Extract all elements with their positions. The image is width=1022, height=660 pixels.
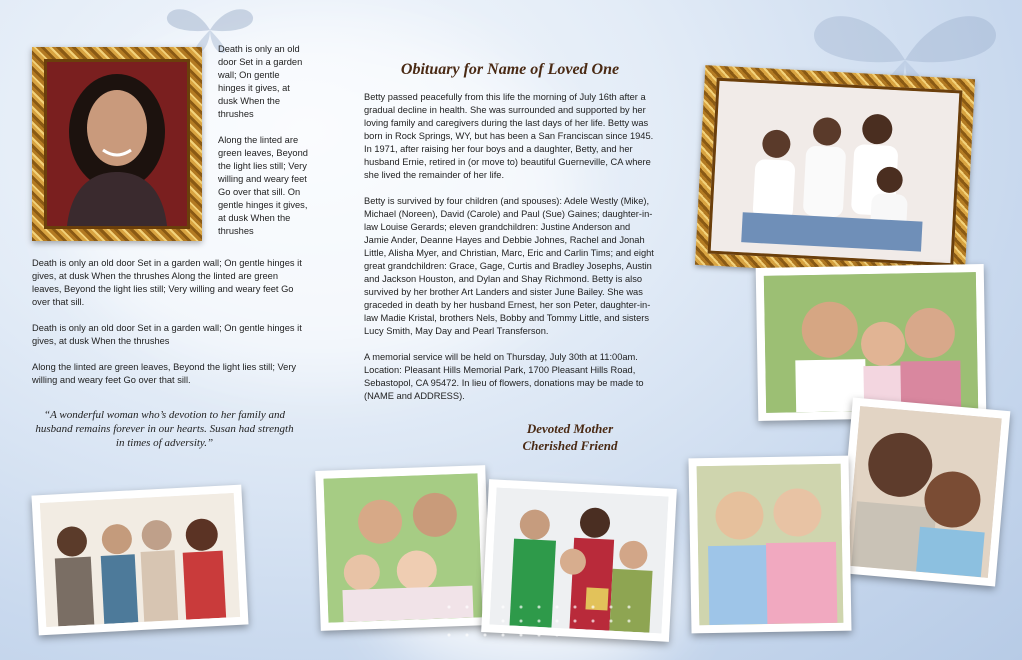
poem-side-line-2: Along the linted are green leaves, Beyond the light lies still; Very willing and weary feet Go over that sill. On gentle hinges it gives, at dusk When the thrushes [218, 135, 308, 236]
obituary-title: Obituary for Name of Loved One [400, 61, 620, 78]
poem-paragraph-3: Along the linted are green leaves, Beyond the light lies still; Very willing and weary feet Go over that sill. [32, 362, 297, 385]
poem-paragraphs [32, 257, 302, 400]
family-photo [708, 78, 963, 267]
poem-side-line-1: Death is only an old door Set in a garden wall; On gentle hinges it gives, at dusk When the thrushes [218, 44, 303, 119]
photo-two-women [688, 456, 851, 634]
memorial-quote: “A wonderful woman who’s devotion to her family and husband remains forever in our hearts. Susan had strength in times of adversity.” [35, 409, 294, 449]
photo-extended-family [31, 485, 248, 636]
photo-couple-child [756, 264, 987, 421]
portrait-gold-frame [32, 47, 202, 241]
obituary-paragraph-1: Betty passed peacefully from this life the morning of July 16th after a gradual decline in health. She was surrounded and supported by her loving family and caregivers during the last days of her life. Betty was born in Rock Springs, WY, but has been a San Franciscan since 1945. In 1971, after raising her four boys and a daughter, Betty, and her husband Ernie, retired in (or move to) beautiful Guerneville, CA where she lived the remainder of her life. [364, 92, 654, 180]
photo-grandfather-boy [838, 397, 1011, 586]
sparkles [440, 600, 640, 640]
poem-paragraph-1: Death is only an old door Set in a garden wall; On gentle hinges it gives, at dusk When the thrushes Along the linted are green leaves, Beyond the light lies still; Very willing and weary feet Go over that sill. [32, 258, 302, 307]
tagline-line-2: Cherished Friend [522, 438, 618, 453]
obituary-body [364, 91, 656, 416]
poem-side-text [218, 43, 308, 251]
family-photo-gold-frame [695, 65, 975, 279]
tagline-line-1: Devoted Mother [526, 421, 614, 436]
tagline [505, 420, 635, 454]
obituary-paragraph-2: Betty is survived by four children (and spouses): Adele Westly (Mike), Michael (Noreen), David (Carole) and Paul (Sue) Gaines; daughter-in-law Louise Gerards; eleven grandchildren: Justine Anderson and Jamie Ander, Deanne Hayes and Debbie Johnes, Rachel and Jonah Little, Alisha Myer, and Christian, Marc, Eric and Carlin Tims; and eight great grandchildren: Grace, Gage, Curtis and Bradley Josephs, Austin and Jackson Houston, and Dylan and Shay Richmond. Betty is also survived by her brother Art Landers and sister June Bailey. She was graceded in death by her husband Ernest, her son Peter, daughter-in-law Madie Kristal, brothers Nels, Bobby and Tommy Little, and sisters Lucy Smith, May Day and Pearl Transferson. [364, 196, 654, 336]
portrait-photo [44, 59, 190, 229]
obituary-paragraph-3: A memorial service will be held on Thursday, July 30th at 11:00am. Location: Pleasant Hills Memorial Park, 1700 Pleasant Hills Road, Sebastopol, CA 95472. In lieu of flowers, donations may be made to (NAME and ADDRESS). [364, 352, 644, 401]
poem-paragraph-2: Death is only an old door Set in a garden wall; On gentle hinges it gives, at dusk When the thrushes [32, 323, 302, 346]
